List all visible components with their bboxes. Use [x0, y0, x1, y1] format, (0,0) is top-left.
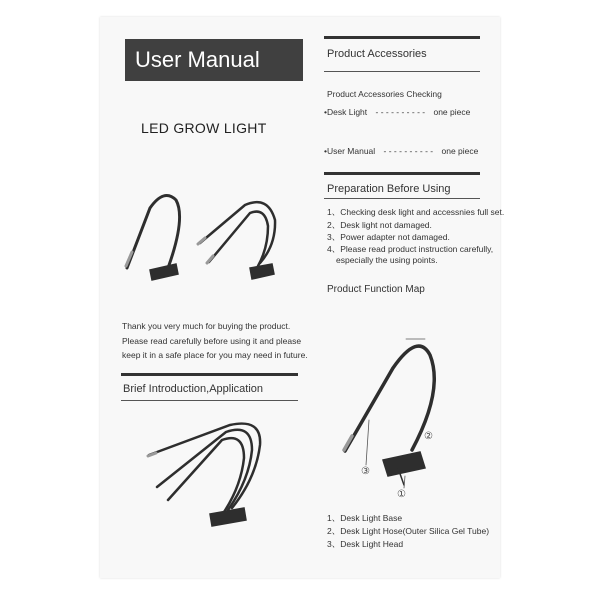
thanks-line-1: Thank you very much for buying the product.	[122, 321, 291, 331]
preparation-heading: Preparation Before Using	[327, 183, 451, 195]
manual-title: User Manual	[125, 39, 303, 81]
prep-step-4-cont: especially the using points.	[336, 255, 438, 265]
accessories-checking: Product Accessories Checking	[327, 89, 442, 99]
part-3: 3、Desk Light Head	[327, 539, 404, 549]
brief-heading: Brief Introduction,Application	[123, 383, 264, 395]
part-1: 1、Desk Light Base	[327, 513, 403, 523]
accessory-qty: one piece	[433, 107, 471, 117]
accessories-heading: Product Accessories	[327, 48, 427, 60]
prep-step-2: 2、Desk light not damaged.	[327, 220, 432, 230]
callout-3: ③	[361, 466, 370, 477]
product-name: LED GROW LIGHT	[141, 120, 267, 136]
thanks-line-2: Please read carefully before using it and please	[122, 336, 302, 346]
callout-1: ①	[397, 489, 406, 500]
single-lamp-illustration	[126, 196, 180, 281]
accessory-user-manual-name: User Manual	[326, 146, 376, 156]
accessory-dashes: - - - - - - - - - -	[375, 107, 426, 117]
double-lamp-illustration	[198, 202, 275, 279]
bullet-dot: •	[324, 107, 327, 117]
prep-step-4: 4、Please read product instruction carefully,	[327, 244, 494, 254]
triple-lamp-illustration	[148, 424, 260, 526]
accessory-qty: one piece	[441, 146, 479, 156]
prep-step-1: 1、Checking desk light and accessnies full set.	[327, 207, 505, 217]
part-2: 2、Desk Light Hose(Outer Silica Gel Tube)	[327, 526, 490, 536]
callout-2: ②	[424, 431, 433, 442]
accessory-desk-light-name: Desk Light	[326, 107, 368, 117]
bullet-dot: •	[324, 146, 327, 156]
function-map-lamp-illustration	[344, 339, 434, 488]
function-map-heading: Product Function Map	[327, 284, 425, 295]
thanks-line-3: keep it in a safe place for you may need in future.	[122, 350, 308, 360]
prep-step-3: 3、Power adapter not damaged.	[327, 232, 450, 242]
accessory-dashes: - - - - - - - - - -	[383, 146, 434, 156]
